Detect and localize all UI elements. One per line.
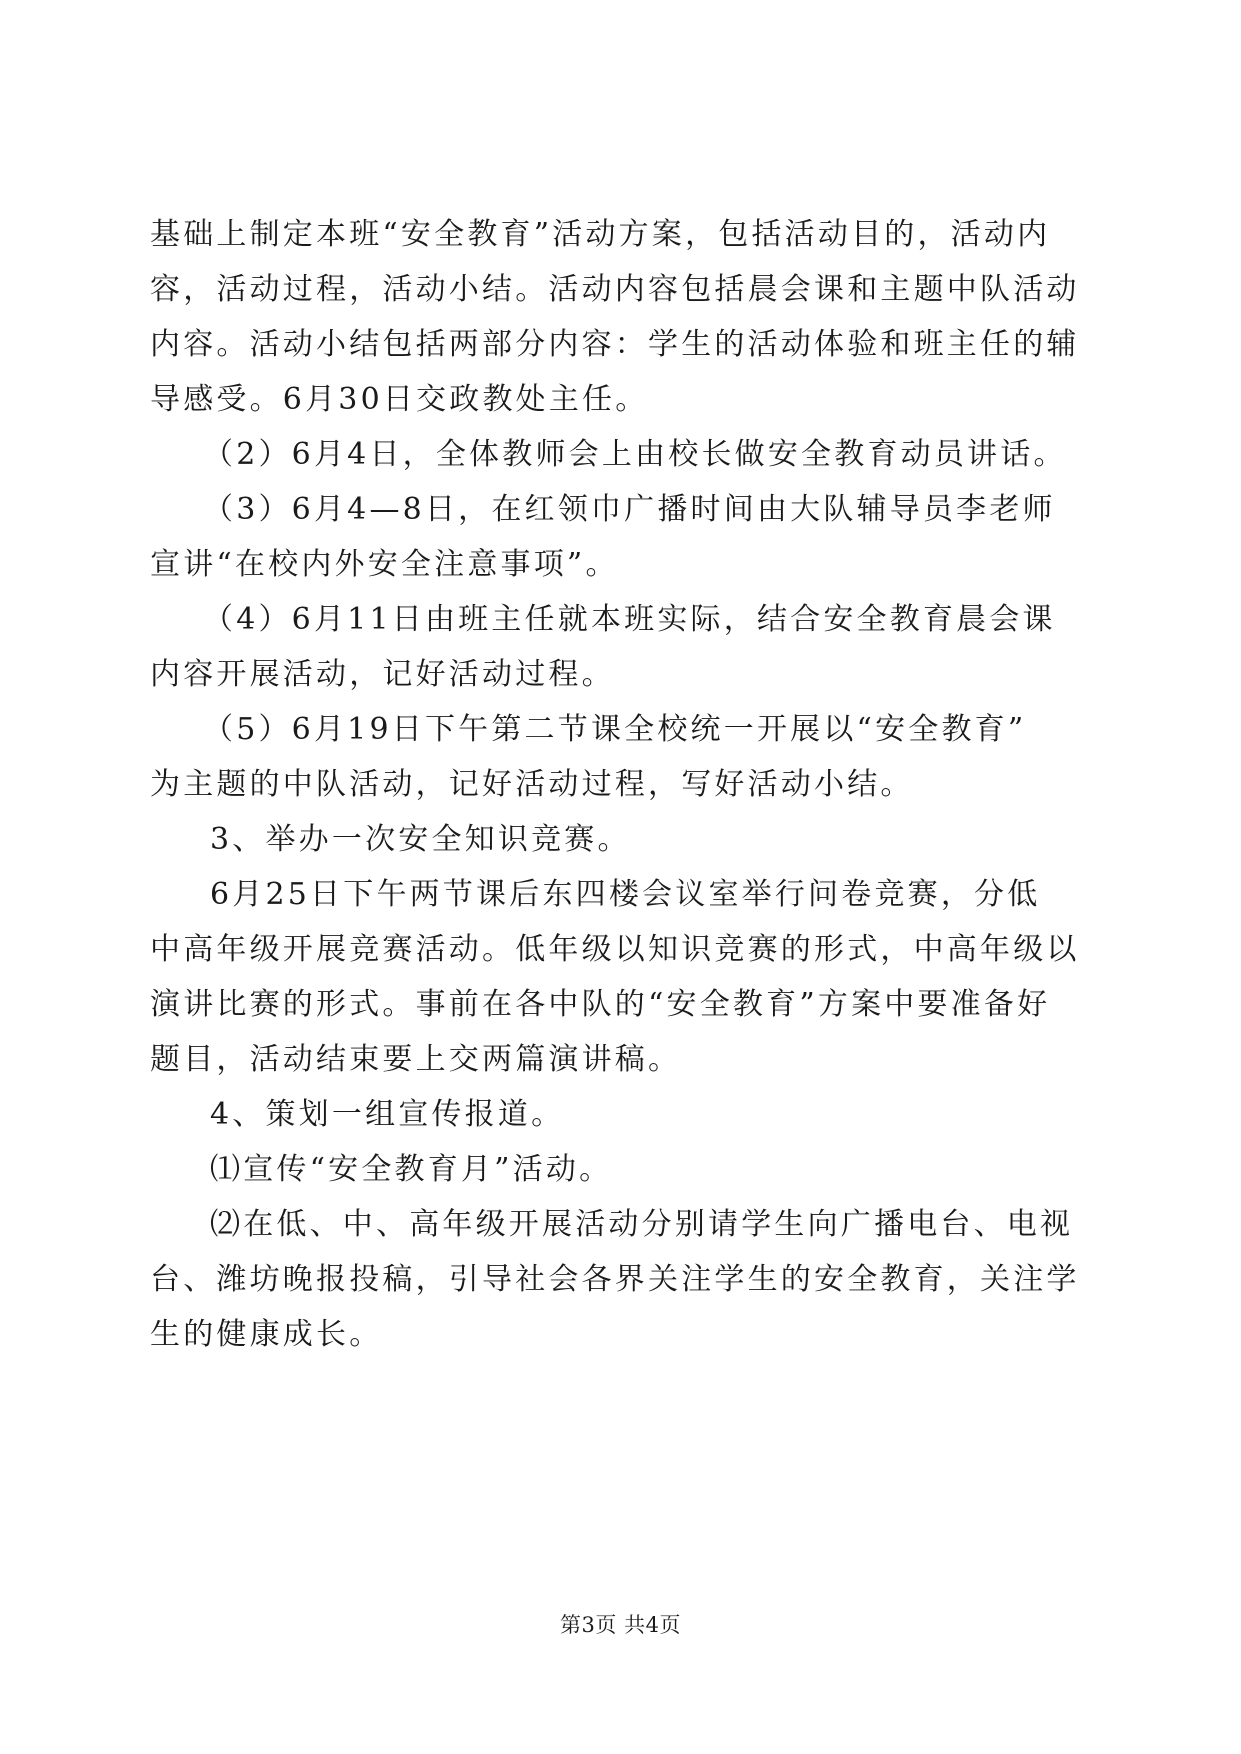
body-line: （3）6月4—8日，在红领巾广播时间由大队辅导员李老师	[203, 492, 1056, 527]
body-line: 生的健康成长。	[150, 1317, 383, 1352]
body-line: （5）6月19日下午第二节课全校统一开展以“安全教育”	[203, 712, 1027, 747]
body-line: 4、策划一组宣传报道。	[210, 1097, 565, 1132]
body-line: 基础上制定本班“安全教育”活动方案，包括活动目的，活动内	[150, 217, 1051, 252]
body-line: 6月25日下午两节课后东四楼会议室举行问卷竞赛，分低	[210, 877, 1041, 912]
body-line: 容，活动过程，活动小结。活动内容包括晨会课和主题中队活动	[150, 272, 1080, 307]
body-line: 为主题的中队活动，记好活动过程，写好活动小结。	[150, 767, 914, 802]
body-line: ⑴宣传“安全教育月”活动。	[210, 1152, 613, 1187]
body-line: 题目，活动结束要上交两篇演讲稿。	[150, 1042, 682, 1077]
body-line: 导感受。6月30日交政教处主任。	[150, 382, 649, 417]
body-line: 3、举办一次安全知识竞赛。	[210, 822, 631, 857]
body-line: （2）6月4日，全体教师会上由校长做安全教育动员讲话。	[203, 437, 1067, 472]
page-number: 第3页 共4页	[560, 1613, 681, 1637]
body-line: ⑵在低、中、高年级开展活动分别请学生向广播电台、电视	[210, 1207, 1074, 1242]
body-line: 内容开展活动，记好活动过程。	[150, 657, 615, 692]
body-line: （4）6月11日由班主任就本班实际，结合安全教育晨会课	[203, 602, 1056, 637]
body-line: 内容。活动小结包括两部分内容：学生的活动体验和班主任的辅	[150, 327, 1080, 362]
body-line: 演讲比赛的形式。事前在各中队的“安全教育”方案中要准备好	[150, 987, 1051, 1022]
body-line: 宣讲“在校内外安全注意事项”。	[150, 547, 619, 582]
body-line: 中高年级开展竞赛活动。低年级以知识竞赛的形式，中高年级以	[150, 932, 1080, 967]
body-line: 台、潍坊晚报投稿，引导社会各界关注学生的安全教育，关注学	[150, 1262, 1080, 1297]
